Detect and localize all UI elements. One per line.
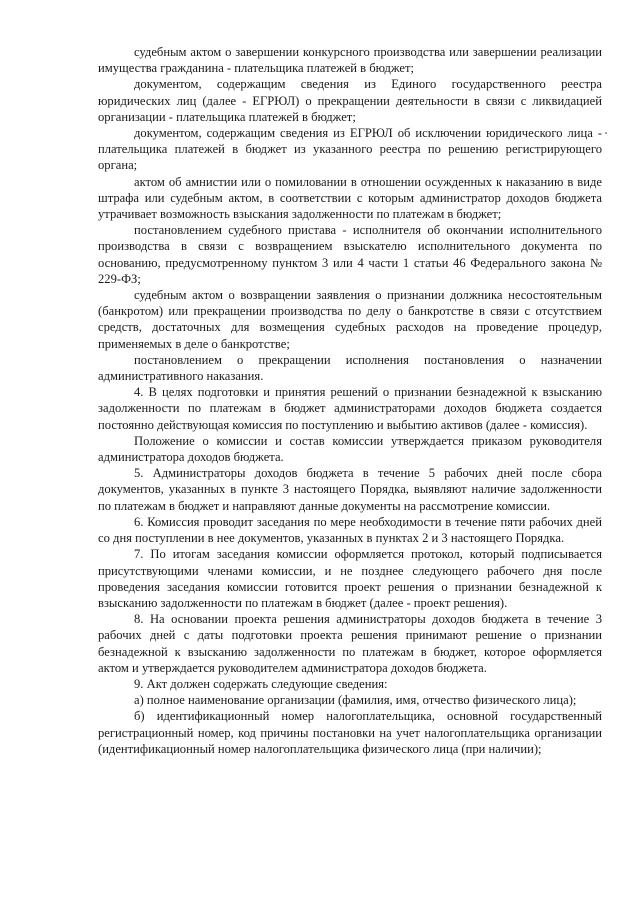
scan-artifact [605, 132, 607, 134]
paragraph: 9. Акт должен содержать следующие сведения: [134, 676, 388, 691]
paragraph: актом об амнистии или о помиловании в отношении осужденных к наказанию в виде штрафа или судебным актом, в соответствии с которым администратор доходов бюджета утрачивает возможность взыскания задолженности по платежам в бюджет; [98, 174, 602, 222]
paragraph: постановлением судебного пристава - исполнителя об окончании исполнительного производства в связи с возвращением взыскателю исполнительного документа по основанию, предусмотренному пунктом 3 или 4 части 1 статьи 46 Федерального закона № 229-ФЗ; [98, 223, 602, 286]
paragraph: судебным актом о завершении конкурсного производства или завершении реализации имущества гражданина - плательщика платежей в бюджет; [98, 45, 602, 76]
paragraph: судебным актом о возвращении заявления о признании должника несостоятельным (банкротом) или прекращении производства по делу о банкротстве в связи с отсутствием средств, достаточных для возмещения судебных расходов на проведение процедур, применяемых в деле о банкротстве; [98, 288, 602, 351]
paragraph: 7. По итогам заседания комиссии оформляется протокол, который подписывается присутствующими членами комиссии, и не позднее следующего рабочего дня после проведения заседания комиссии готовится проект решения о признании безнадежной к взысканию задолженности по платежам в бюджет (далее - проект решения). [98, 547, 602, 610]
paragraph: 4. В целях подготовки и принятия решений о признании безнадежной к взысканию задолженности по платежам в бюджет администраторами доходов бюджета создается постоянно действующая комиссия по поступлению и выбытию активов (далее - комиссия). [98, 385, 602, 432]
document-body [98, 44, 602, 757]
paragraph: 8. На основании проекта решения администраторы доходов бюджета в течение 3 рабочих дней с даты подготовки проекта решения принимают решение о признании безнадежной к взысканию задолженности по платежам в бюджет, которое оформляется актом и утверждается руководителем администратора доходов бюджета. [98, 612, 602, 675]
paragraph: 5. Администраторы доходов бюджета в течение 5 рабочих дней после сбора документов, указанных в пункте 3 настоящего Порядка, выявляют наличие задолженности по платежам в бюджет и направляют данные документы на рассмотрение комиссии. [98, 466, 602, 513]
paragraph: Положение о комиссии и состав комиссии утверждается приказом руководителя администратора доходов бюджета. [98, 433, 602, 465]
paragraph: б) идентификационный номер налогоплательщика, основной государственный регистрационный номер, код причины постановки на учет налогоплательщика организации (идентификационный номер налогоплательщика физического лица (при наличии); [98, 709, 602, 756]
paragraph: документом, содержащим сведения из ЕГРЮЛ об исключении юридического лица - плательщика платежей в бюджет из указанного реестра по решению регистрирующего органа; [98, 126, 602, 173]
paragraph: постановлением о прекращении исполнения постановления о назначении административного наказания. [98, 352, 602, 384]
paragraph: документом, содержащим сведения из Единого государственного реестра юридических лиц (далее - ЕГРЮЛ) о прекращении деятельности в связи с ликвидацией организации - плательщика платежей в бюджет; [98, 77, 602, 124]
paragraph: а) полное наименование организации (фамилия, имя, отчество физического лица); [134, 693, 577, 708]
paragraph: 6. Комиссия проводит заседания по мере необходимости в течение пяти рабочих дней со дня поступлении в нее документов, указанных в пунктах 2 и 3 настоящего Порядка. [98, 514, 602, 546]
